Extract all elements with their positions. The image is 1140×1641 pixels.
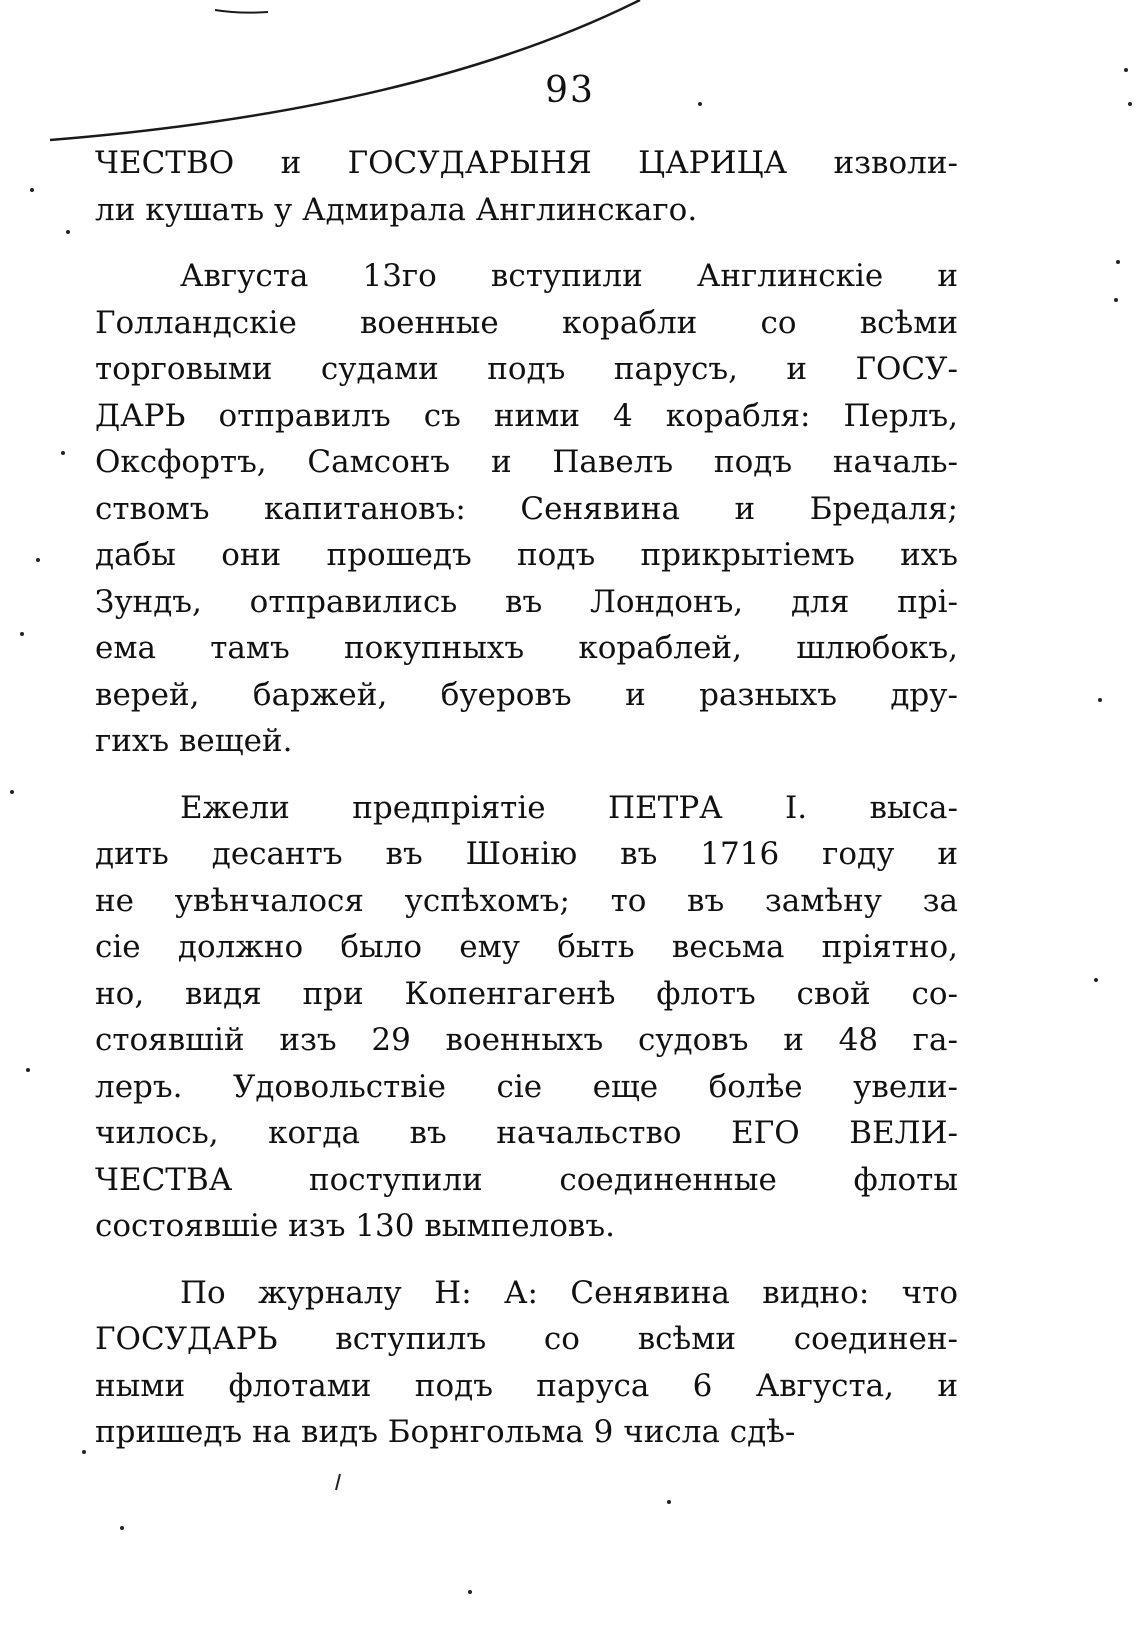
- paragraph: [95, 253, 958, 765]
- text-line: ДАРЬ отправилъ съ ними 4 корабля: Перлъ,: [95, 397, 958, 434]
- text-line: гихъ вещей.: [95, 723, 293, 759]
- text-line: ствомъ капитановъ: Сенявина и Бредаля;: [95, 490, 958, 527]
- paragraph: [95, 785, 958, 1250]
- text-line: состоявшіе изъ 130 вымпеловъ.: [95, 1208, 615, 1244]
- text-line: ЧЕСТВА поступили соединенные флоты: [95, 1161, 958, 1198]
- text-line: ЧЕСТВО и ГОСУДАРЫНЯ ЦАРИЦА изволи-: [95, 145, 958, 181]
- text-line: Ежели предпріятіе ПЕТРА I. выса-: [180, 789, 958, 826]
- paragraph: [95, 1270, 958, 1456]
- text-line: Зундъ, отправились въ Лондонъ, для прі-: [95, 583, 958, 620]
- text-line: Августа 13го вступили Англинскіе и: [180, 258, 958, 294]
- text-line: По журналу Н: А: Сенявина видно: что: [180, 1274, 958, 1311]
- text-line: ли кушать у Адмирала Англинскаго.: [95, 191, 698, 228]
- text-line: торговыми судами подъ парусъ, и ГОСУ-: [95, 351, 958, 387]
- text-line: дить десантъ въ Шонію въ 1716 году и: [95, 836, 958, 872]
- text-line: Голландскіе военные корабли со всѣми: [95, 304, 958, 341]
- text-line: леръ. Удовольствіе сіе еще болѣе увели-: [95, 1068, 958, 1105]
- paragraph-gap: [95, 765, 958, 785]
- body-text: [95, 140, 958, 1456]
- text-line: пришедъ на видъ Борнгольма 9 числа сдѣ-: [95, 1414, 796, 1450]
- text-line: дабы они прошедъ подъ прикрытіемъ ихъ: [95, 537, 958, 573]
- text-line: Оксфортъ, Самсонъ и Павелъ подъ началь-: [95, 444, 958, 480]
- page-number: 93: [545, 70, 595, 111]
- text-line: ными флотами подъ паруса 6 Августа, и: [95, 1367, 958, 1404]
- paragraph-gap: [95, 233, 958, 253]
- paragraph-gap: [95, 1250, 958, 1270]
- text-line: верей, баржей, буеровъ и разныхъ дру-: [95, 676, 958, 713]
- text-line: ема тамъ покупныхъ кораблей, шлюбокъ,: [95, 630, 958, 666]
- text-line: но, видя при Копенгагенѣ флотъ свой со-: [95, 975, 958, 1012]
- text-line: сіе должно было ему быть весьма пріятно,: [95, 929, 958, 965]
- text-line: ГОСУДАРЬ вступилъ со всѣми соединен-: [95, 1321, 958, 1357]
- text-line: не увѣнчалося успѣхомъ; то въ замѣну за: [95, 882, 958, 919]
- text-line: стоявшій изъ 29 военныхъ судовъ и 48 га-: [95, 1022, 958, 1058]
- text-line: чилось, когда въ начальство ЕГО ВЕЛИ-: [95, 1115, 958, 1151]
- paragraph: [95, 140, 958, 233]
